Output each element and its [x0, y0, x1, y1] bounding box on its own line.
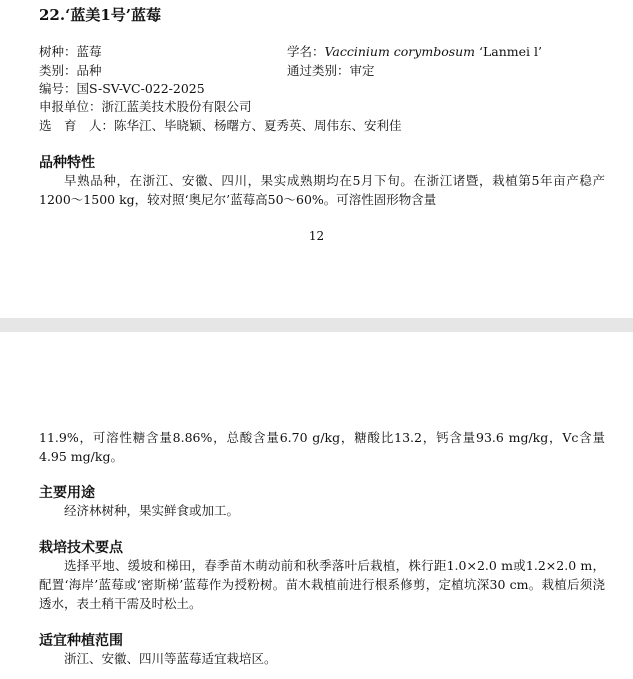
scientific-name-cultivar: ‘Lanmei l’	[475, 44, 542, 59]
traits-paragraph-1: 早熟品种，在浙江、安徽、四川，果实成熟期均在5月下旬。在浙江诸暨，栽植第5年亩产稳产1200～1500 kg，较对照‘奥尼尔’蓝莓高50～60%。可溶性固形物含量	[39, 173, 605, 207]
range-heading: 适宜种植范围	[39, 633, 123, 649]
approval-type-field: 通过类别：审定	[287, 63, 375, 78]
number-field: 编号：国S-SV-VC-022-2025	[39, 81, 205, 96]
traits-heading: 品种特性	[39, 155, 95, 171]
page-top	[0, 0, 633, 318]
applicant-field: 申报单位：浙江蓝美技术股份有限公司	[39, 99, 252, 114]
page-separator	[0, 318, 633, 332]
page-bottom	[0, 332, 633, 679]
scientific-name-field	[287, 44, 542, 60]
page-number: 12	[308, 229, 325, 243]
category-field: 类别：品种	[39, 63, 102, 78]
species-field: 树种：蓝莓	[39, 44, 102, 59]
scientific-name-label: 学名：	[287, 44, 325, 59]
document-title: 22.‘蓝美1号’蓝莓	[39, 6, 161, 24]
cultivation-paragraph: 选择平地、缓坡和梯田，春季苗木萌动前和秋季落叶后栽植，株行距1.0×2.0 m或1.2×2.0 m，配置‘海岸’蓝莓或‘密斯梯’蓝莓作为授粉树。苗木栽植前进行根系修剪，定植坑深30 cm。栽植后须浇透水，表土稍干需及时松土。	[39, 558, 605, 611]
range-paragraph: 浙江、安徽、四川等蓝莓适宜栽培区。	[64, 651, 277, 666]
breeders-field: 选 育 人：陈华江、毕晓颖、杨曙方、夏秀英、周伟东、安利佳	[39, 118, 402, 133]
use-heading: 主要用途	[39, 485, 95, 501]
scientific-name-latin: Vaccinium corymbosum	[324, 44, 476, 59]
traits-paragraph-2: 11.9%，可溶性糖含量8.86%，总酸含量6.70 g/kg，糖酸比13.2，钙含量93.6 mg/kg，Vc含量4.95 mg/kg。	[39, 430, 605, 464]
use-paragraph: 经济林树种，果实鲜食或加工。	[64, 503, 240, 518]
cultivation-heading: 栽培技术要点	[39, 540, 123, 556]
